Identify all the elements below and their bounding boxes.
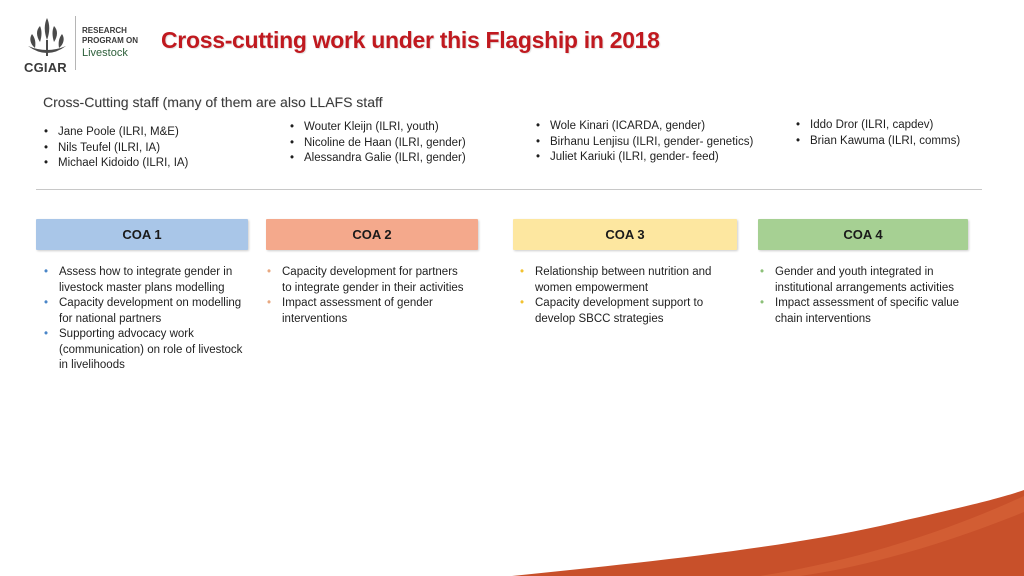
coa-3-item: • Capacity development support to develop SBCC strategies <box>519 296 719 327</box>
cgiar-wordmark: CGIAR <box>24 60 67 75</box>
staff-heading: Cross-Cutting staff (many of them are also LLAFS staff <box>43 94 383 110</box>
coa-4-header: COA 4 <box>758 219 968 250</box>
coa-2-item: • Impact assessment of gender interventions <box>266 296 466 327</box>
staff-member: • Wouter Kleijn (ILRI, youth) <box>288 120 466 136</box>
coa-1-item: • Assess how to integrate gender in livestock master plans modelling <box>43 265 243 296</box>
staff-member: • Brian Kawuma (ILRI, comms) <box>794 134 960 150</box>
page-title: Cross-cutting work under this Flagship in 2018 <box>161 27 660 53</box>
staff-member: • Alessandra Galie (ILRI, gender) <box>288 151 466 167</box>
staff-member: • Nicoline de Haan (ILRI, gender) <box>288 136 466 152</box>
program-line-3: Livestock <box>82 47 128 59</box>
coa-2-header: COA 2 <box>266 219 478 250</box>
coa-1-header: COA 1 <box>36 219 248 250</box>
coa-4-item: • Impact assessment of specific value chain interventions <box>759 296 964 327</box>
staff-member: • Michael Kidoido (ILRI, IA) <box>42 156 188 172</box>
staff-member: • Jane Poole (ILRI, M&E) <box>42 125 188 141</box>
coa-1-item: • Supporting advocacy work (communication) on role of livestock in livelihoods <box>43 327 243 374</box>
coa-2-item: • Capacity development for partners to integrate gender in their activities <box>266 265 466 296</box>
staff-member: • Birhanu Lenjisu (ILRI, gender- genetics) <box>534 135 753 151</box>
coa-1-item: • Capacity development on modelling for national partners <box>43 296 243 327</box>
program-line-2: PROGRAM ON <box>82 36 138 45</box>
coa-3-item: • Relationship between nutrition and women empowerment <box>519 265 719 296</box>
staff-member: • Nils Teufel (ILRI, IA) <box>42 141 188 157</box>
staff-member: • Wole Kinari (ICARDA, gender) <box>534 119 753 135</box>
staff-member: • Iddo Dror (ILRI, capdev) <box>794 118 960 134</box>
coa-3-header: COA 3 <box>513 219 737 250</box>
staff-member: • Juliet Kariuki (ILRI, gender- feed) <box>534 150 753 166</box>
program-line-1: RESEARCH <box>82 26 127 35</box>
coa-4-item: • Gender and youth integrated in institutional arrangements activities <box>759 265 964 296</box>
